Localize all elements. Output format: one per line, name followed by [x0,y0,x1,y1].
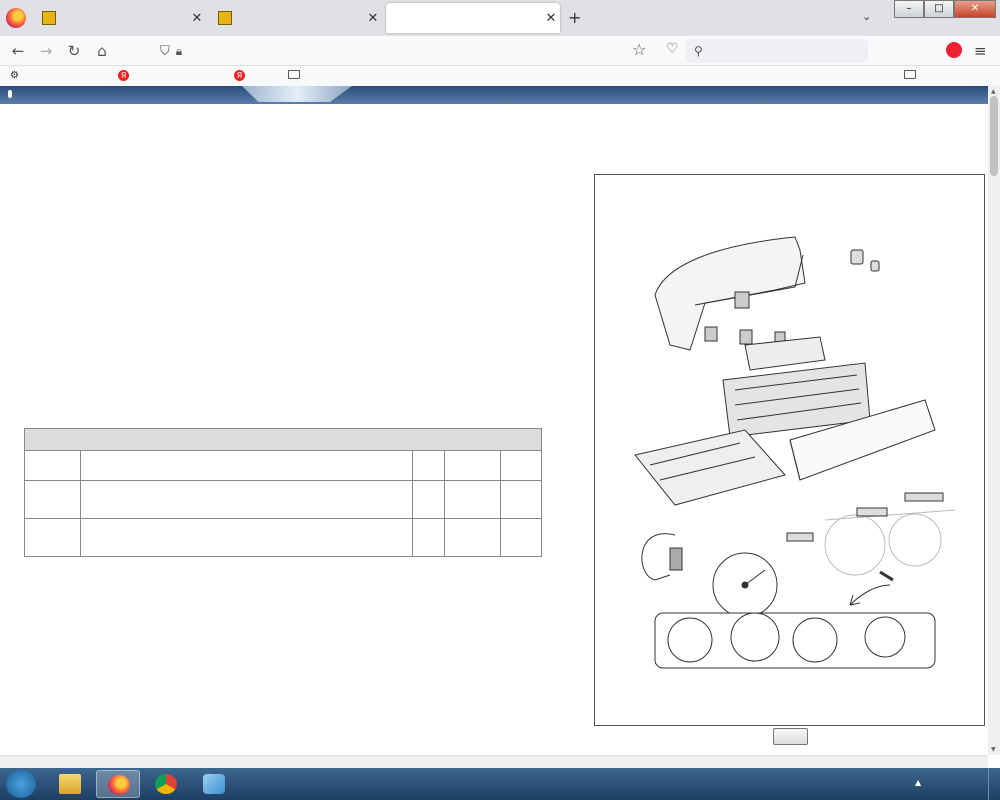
page-content [0,104,988,755]
folder-icon [288,70,300,79]
bookmark-most-visited[interactable] [10,70,23,81]
banner-decoration [8,90,12,98]
bookmark-yan-folder[interactable] [288,70,304,81]
taskbar-paint[interactable] [192,770,236,798]
pocket-icon[interactable]: ♡ [666,41,679,57]
folder-icon [59,774,81,794]
horizontal-scrollbar[interactable] [0,755,988,768]
price-link[interactable] [500,481,541,519]
back-button[interactable] [773,728,808,745]
bookmark-star-icon[interactable]: ☆ [632,40,647,59]
extension-icon[interactable] [946,42,962,58]
folder-icon [904,70,916,79]
bookmark-start-page[interactable] [118,70,132,81]
tray-expand-icon[interactable]: ▲ [915,778,922,787]
col-header-desc [445,451,500,481]
site-favicon-icon [218,11,232,25]
site-favicon-icon [42,11,56,25]
search-icon: ⚲ [694,44,703,58]
cell-desc [445,519,500,557]
gear-icon: ⚙ [10,70,19,81]
connection-icon[interactable]: 🔒︎ [175,43,183,58]
firefox-logo-icon[interactable] [6,8,26,28]
price-link[interactable] [500,519,541,557]
show-desktop-button[interactable] [988,768,1000,800]
vertical-scrollbar[interactable] [988,86,1000,755]
table-row [25,481,542,519]
close-window-icon[interactable]: ✕ [954,0,996,18]
start-button-icon[interactable] [6,770,36,798]
scroll-down-icon[interactable]: ▼ [991,746,996,753]
cell-name [81,519,413,557]
reload-icon[interactable]: ↻ [67,42,81,60]
home-icon[interactable]: ⌂ [97,42,107,60]
col-header-price [500,451,541,481]
bookmarks-toolbar [0,66,1000,86]
table-row [25,519,542,557]
col-header-qty [413,451,445,481]
address-bar[interactable] [160,39,665,63]
cell-qty [413,481,445,519]
cell-qty [413,519,445,557]
window-controls [894,0,996,18]
cell-code [25,519,81,557]
tab-close-icon[interactable]: ✕ [191,10,203,26]
banner-car-image [242,86,352,102]
col-header-name [81,451,413,481]
windows-taskbar [0,768,1000,800]
parts-table [24,428,542,557]
minimize-icon[interactable]: – [894,0,924,18]
hamburger-menu-icon[interactable]: ≡ [974,42,987,60]
paint-icon [203,774,225,794]
site-banner [0,86,988,104]
taskbar-chrome[interactable] [144,770,188,798]
shield-icon[interactable]: ⛉ [160,43,170,59]
tab-close-icon[interactable]: ✕ [367,10,379,26]
yandex-icon: Я [118,70,129,81]
tab-x22xe[interactable] [210,3,382,33]
tab-isuzu[interactable] [34,3,206,33]
taskbar-explorer[interactable] [48,770,92,798]
cell-desc [445,481,500,519]
tab-close-icon[interactable]: ✕ [545,10,557,26]
taskbar-firefox[interactable] [96,770,140,798]
tab-bar [0,0,1000,36]
col-header-code [25,451,81,481]
new-tab-plus-icon[interactable]: + [568,8,582,27]
cell-code [25,481,81,519]
callout-layer [595,175,985,726]
list-tabs-chevron-icon[interactable]: ⌄ [862,10,872,23]
maximize-icon[interactable]: □ [924,0,954,18]
navigation-toolbar [0,36,1000,66]
search-input[interactable] [686,39,868,63]
other-bookmarks[interactable] [904,70,920,81]
table-caption [25,429,542,451]
chrome-icon [155,774,177,794]
parts-diagram[interactable] [594,174,985,726]
firefox-icon [108,775,130,795]
scroll-up-icon[interactable]: ▲ [991,88,996,95]
yandex-icon: Я [234,70,245,81]
back-arrow-icon[interactable]: ← [11,42,25,60]
scroll-thumb[interactable] [990,96,998,176]
bookmark-yandex[interactable] [234,70,248,81]
forward-arrow-icon[interactable]: → [39,42,53,60]
tab-catalog[interactable] [386,3,560,33]
cell-name [81,481,413,519]
